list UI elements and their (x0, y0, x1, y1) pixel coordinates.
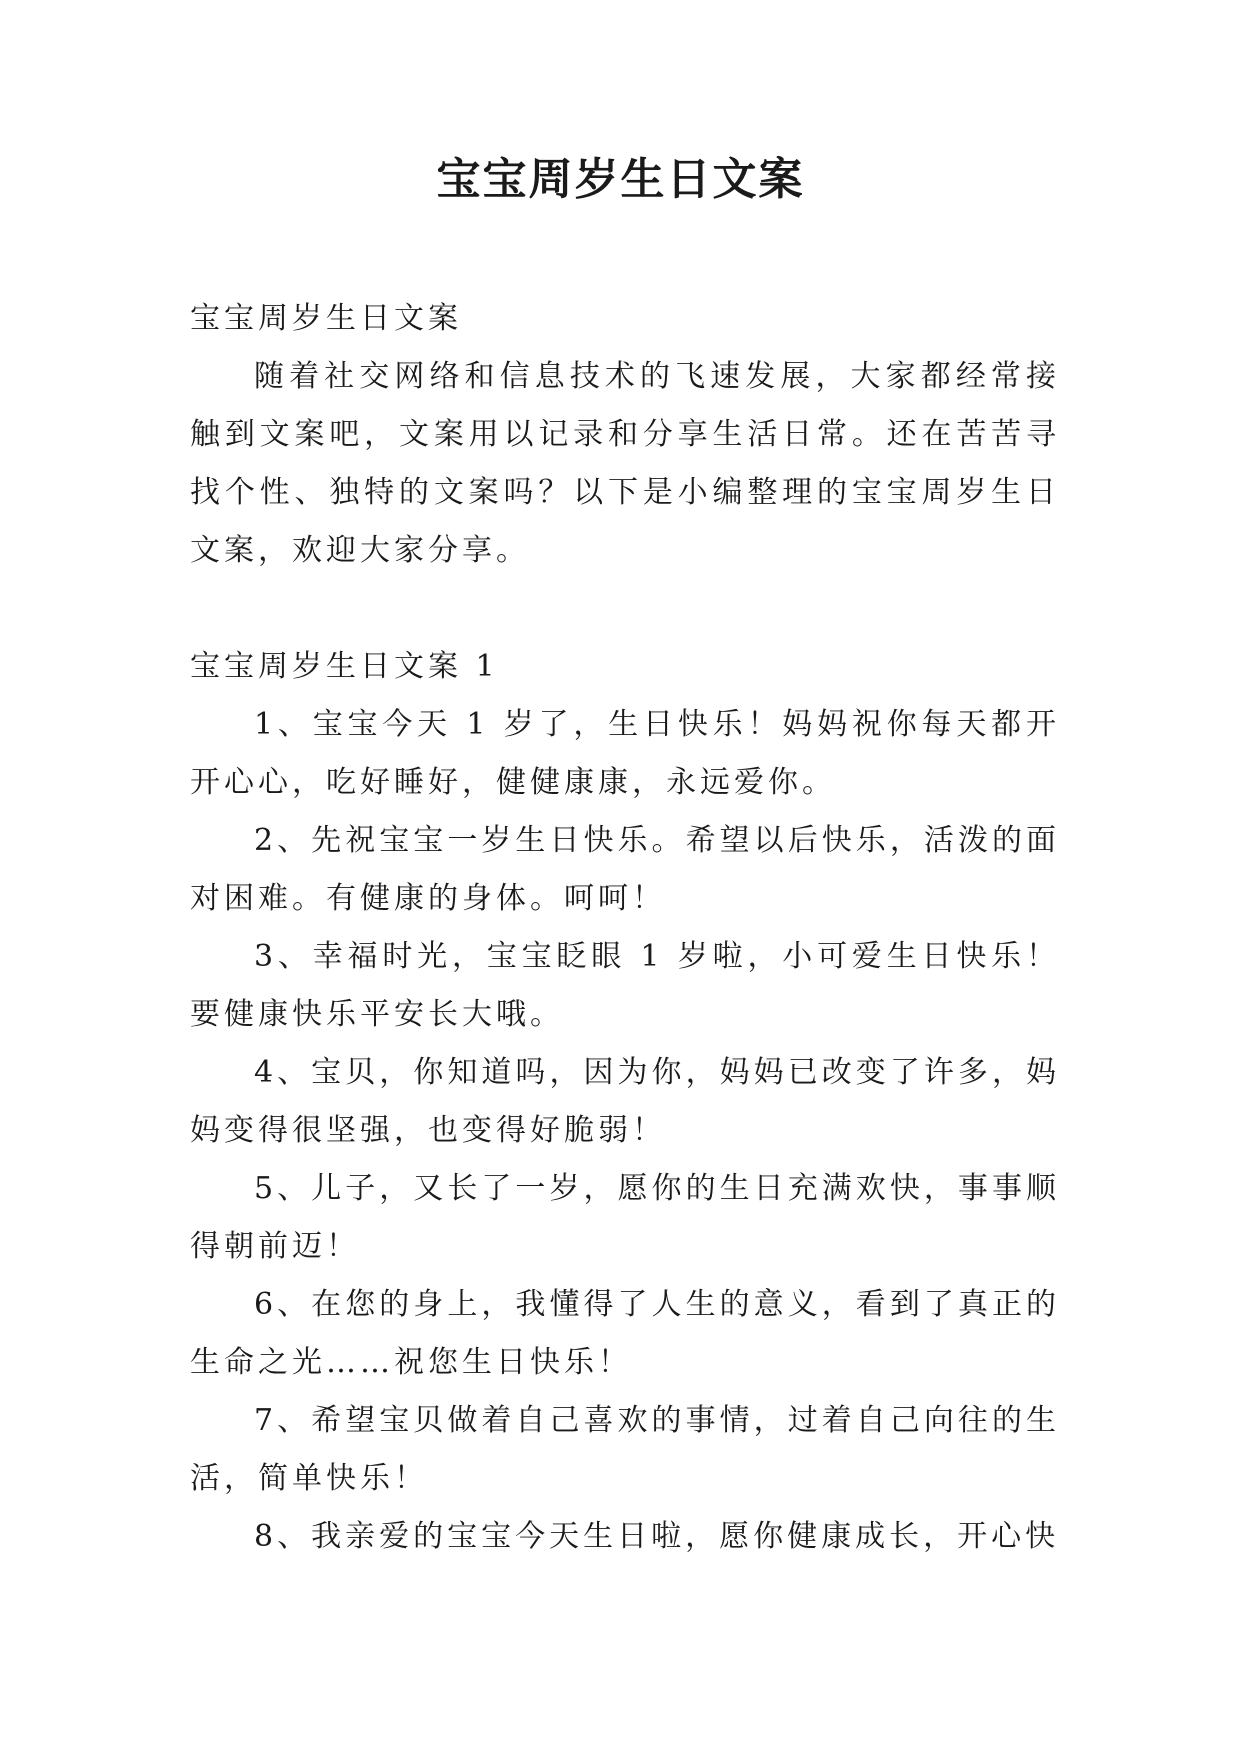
list-item: 4、宝贝，你知道吗，因为你，妈妈已改变了许多，妈妈变得很坚强，也变得好脆弱！ (190, 1055, 1060, 1148)
list-item: 3、幸福时光，宝宝眨眼 1 岁啦，小可爱生日快乐！要健康快乐平安长大哦。 (190, 939, 1060, 1032)
intro-heading: 宝宝周岁生日文案 (190, 301, 462, 336)
list-item: 6、在您的身上，我懂得了人生的意义，看到了真正的生命之光……祝您生日快乐！ (190, 1287, 1060, 1380)
list-item: 5、儿子，又长了一岁，愿你的生日充满欢快，事事顺得朝前迈！ (190, 1171, 1060, 1264)
list-item: 1、宝宝今天 1 岁了，生日快乐！妈妈祝你每天都开开心心，吃好睡好，健健康康，永远爱你。 (190, 707, 1060, 800)
section-heading: 宝宝周岁生日文案 1 (190, 649, 499, 684)
list-item: 7、希望宝贝做着自己喜欢的事情，过着自己向往的生活，简单快乐！ (190, 1403, 1060, 1496)
list-item: 2、先祝宝宝一岁生日快乐。希望以后快乐，活泼的面对困难。有健康的身体。呵呵！ (190, 823, 1060, 916)
intro-paragraph: 随着社交网络和信息技术的飞速发展，大家都经常接触到文案吧，文案用以记录和分享生活日常。还在苦苦寻找个性、独特的文案吗？以下是小编整理的宝宝周岁生日文案，欢迎大家分享。 (190, 359, 1060, 568)
document-body (190, 290, 1060, 1566)
spacer (190, 580, 1060, 638)
document-title: 宝宝周岁生日文案 (436, 154, 805, 205)
list-item: 8、我亲爱的宝宝今天生日啦，愿你健康成长，开心快 (254, 1519, 1060, 1554)
